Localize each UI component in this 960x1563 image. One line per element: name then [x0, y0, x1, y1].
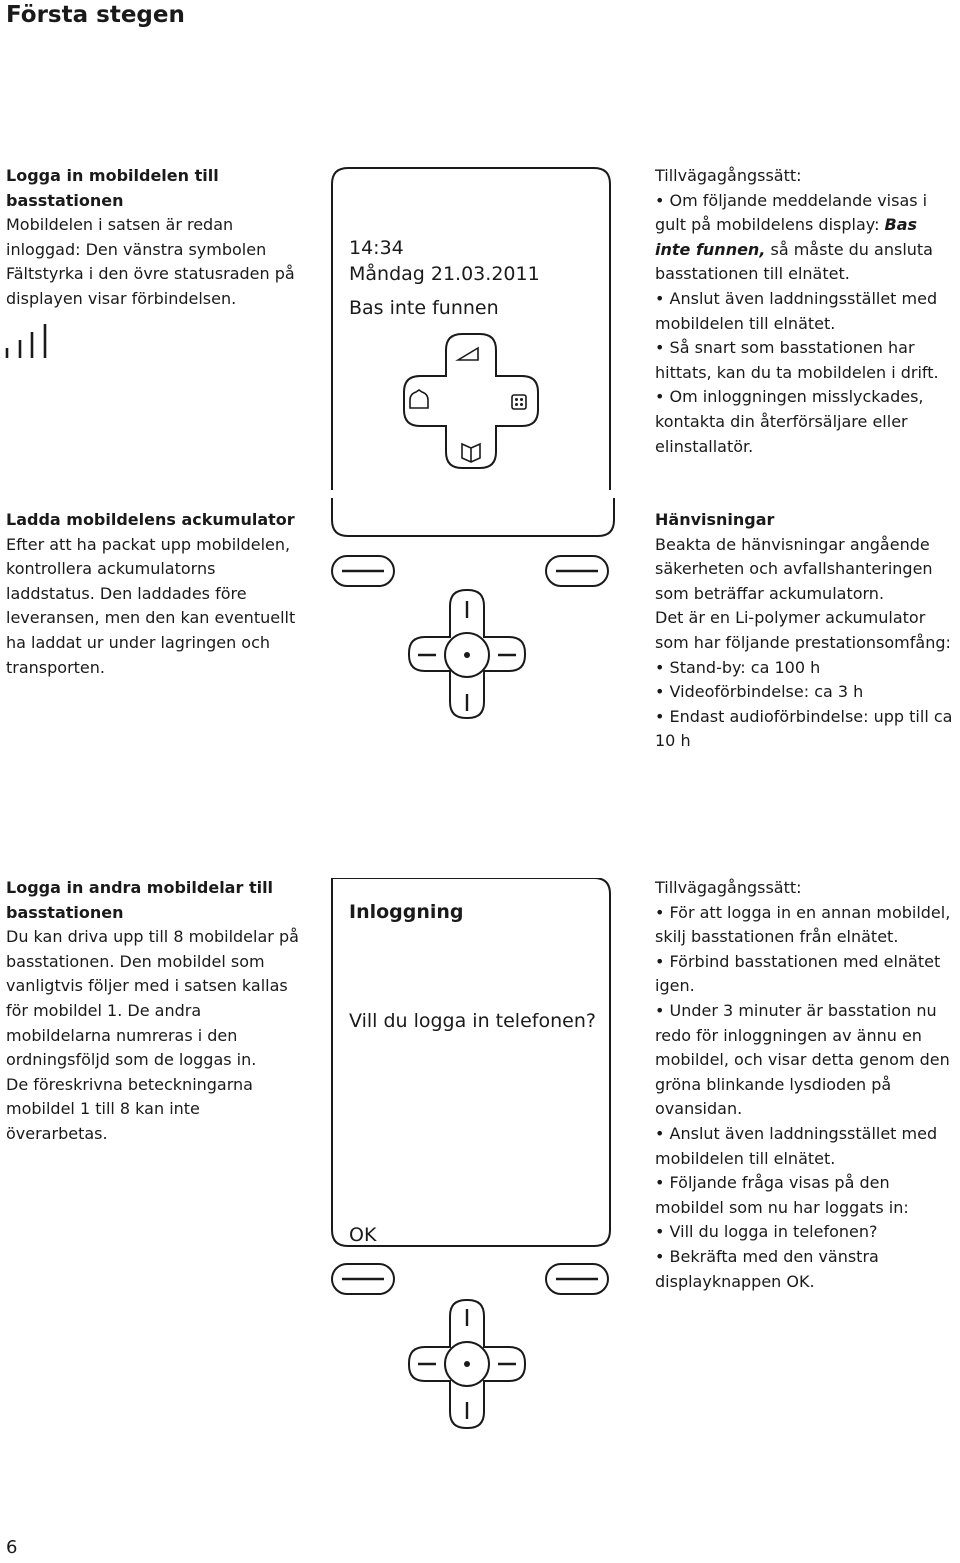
- section3-bullet-7: • Bekräfta med den vänstra displayknappen OK.: [655, 1245, 955, 1294]
- navigation-pad-3[interactable]: [409, 1300, 525, 1428]
- section2-heading: Ladda mobildelens ackumulator: [6, 510, 295, 529]
- display2-softkey-label[interactable]: OK: [349, 1224, 377, 1246]
- section2-right-heading: Hänvisningar: [655, 510, 775, 529]
- page-title: Första stegen: [6, 2, 185, 28]
- section3-right-column: [655, 876, 955, 1294]
- display2-question: Vill du logga in telefonen?: [349, 1010, 596, 1032]
- section1-left-column: [6, 164, 306, 312]
- phone-keypad-1: [326, 498, 620, 722]
- left-softkey-button-2[interactable]: [332, 1264, 394, 1294]
- display1-time: 14:34: [349, 237, 404, 259]
- section3-left-column: [6, 876, 306, 1147]
- section3-bullet-4: • Anslut även laddningsstället med mobildelen till elnätet.: [655, 1122, 955, 1171]
- section3-heading: Logga in andra mobildelar till basstationen: [6, 878, 274, 922]
- section1-text: Mobildelen i satsen är redan inloggad: Den vänstra symbolen Fältstyrka i den övre statusraden på displayen visar förbindelsen.: [6, 215, 295, 308]
- phone-keypad-2: [326, 1250, 620, 1440]
- navigation-pad-2[interactable]: [409, 590, 525, 718]
- section3-bullet-2: • Förbind basstationen med elnätet igen.: [655, 950, 955, 999]
- section2-left-column: [6, 508, 306, 680]
- section1-bullet-4: • Om inloggningen misslyckades, kontakta din återförsäljare eller elinstallatör.: [655, 385, 955, 459]
- display1-message: Bas inte funnen: [349, 297, 499, 319]
- section3-p2: De föreskrivna beteckningarna mobildel 1 till 8 kan inte överarbetas.: [6, 1074, 253, 1143]
- section2-right-column: [655, 508, 955, 754]
- section2-right-p2: Det är en Li-polymer ackumulator som har följande prestationsomfång:: [655, 608, 951, 652]
- section3-bullet-5: • Följande fråga visas på den mobildel som nu har loggats in:: [655, 1171, 955, 1220]
- signal-strength-icon: [0, 322, 60, 362]
- section1-right-column: [655, 164, 955, 459]
- section1-bullet-2: • Anslut även laddningsstället med mobildelen till elnätet.: [655, 287, 955, 336]
- section1-bullet-3: • Så snart som basstationen har hittats, kan du ta mobildelen i drift.: [655, 336, 955, 385]
- section2-bullet-3: • Endast audioförbindelse: upp till ca 10 h: [655, 705, 955, 754]
- section3-bullet-6: • Vill du logga in telefonen?: [655, 1220, 955, 1245]
- section1-heading: Logga in mobildelen till basstationen: [6, 166, 219, 210]
- section3-bullet-1: • För att logga in en annan mobildel, skilj basstationen från elnätet.: [655, 901, 955, 950]
- section2-right-p1: Beakta de hänvisningar angående säkerheten och avfallshanteringen som beträffar ackumulatorn.: [655, 534, 933, 603]
- phone-display-2: [330, 878, 612, 1248]
- section3-p1: Du kan driva upp till 8 mobildelar på basstationen. Den mobildel som vanligtvis följer med i satsen kallas för mobildel 1. De andra mobildelarna numreras i den ordningsföljd som de loggas in.: [6, 927, 299, 1070]
- section1-procedure-label: Tillvägagångssätt:: [655, 166, 802, 185]
- navigation-pad-1[interactable]: [400, 330, 542, 472]
- section2-bullet-1: • Stand-by: ca 100 h: [655, 656, 955, 681]
- section2-bullet-2: • Videoförbindelse: ca 3 h: [655, 680, 955, 705]
- page-number: 6: [6, 1537, 18, 1558]
- left-softkey-button[interactable]: [332, 556, 394, 586]
- display1-date: Måndag 21.03.2011: [349, 263, 540, 285]
- section3-procedure-label: Tillvägagångssätt:: [655, 878, 802, 897]
- section1-bullet-1: • Om följande meddelande visas i gult på mobildelens display: Bas inte funnen, så måste du ansluta basstationen till elnätet.: [655, 189, 955, 287]
- right-softkey-button[interactable]: [546, 556, 608, 586]
- display2-title: Inloggning: [349, 901, 464, 923]
- right-softkey-button-2[interactable]: [546, 1264, 608, 1294]
- section2-text: Efter att ha packat upp mobildelen, kontrollera ackumulatorns laddstatus. Den laddades före leveransen, men den kan eventuellt ha laddat ur under lagringen och transporten.: [6, 534, 296, 677]
- section3-bullet-3: • Under 3 minuter är basstation nu redo för inloggningen av ännu en mobildel, och visar detta genom den gröna blinkande lysdioden på ovansidan.: [655, 999, 955, 1122]
